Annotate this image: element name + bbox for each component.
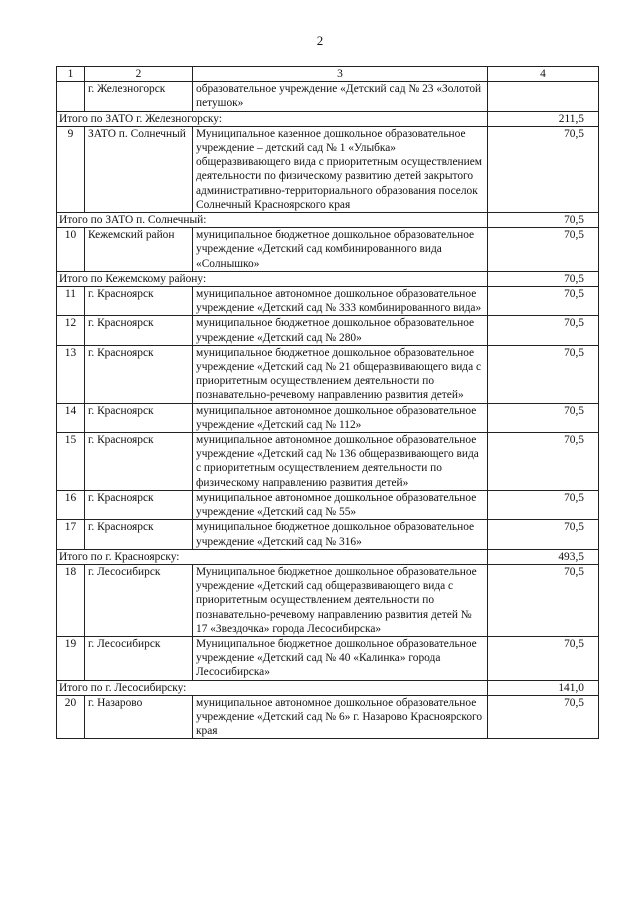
institution-cell: Муниципальное бюджетное дошкольное образовательное учреждение «Детский сад общеразвивающего вида с приоритетным осуществлением деятельности по познавательно-речевому направлению развития детей № 17 «Звездочка» города Лесосибирска» [193,564,488,636]
table-row [57,316,599,345]
header-cell: 4 [488,67,599,82]
row-number: 15 [57,433,85,491]
amount-cell: 70,5 [488,564,599,636]
amount-cell: 70,5 [488,403,599,432]
row-number: 14 [57,403,85,432]
subtotal-label: Итого по ЗАТО п. Солнечный: [57,213,488,228]
district-cell: г. Назарово [85,695,193,739]
row-number: 16 [57,490,85,519]
institution-cell: муниципальное бюджетное дошкольное образовательное учреждение «Детский сад № 21 общеразвивающего вида с приоритетным осуществлением деятельности по познавательно-речевому направлению развития детей» [193,345,488,403]
row-number: 9 [57,126,85,212]
amount-cell: 70,5 [488,126,599,212]
table-row [57,564,599,636]
subtotal-value: 493,5 [488,549,599,564]
institution-cell: муниципальное бюджетное дошкольное образовательное учреждение «Детский сад № 280» [193,316,488,345]
row-number: 13 [57,345,85,403]
subtotal-row [57,111,599,126]
institution-cell: муниципальное автономное дошкольное образовательное учреждение «Детский сад № 55» [193,490,488,519]
subtotal-value: 70,5 [488,271,599,286]
table-row [57,403,599,432]
subtotal-row [57,213,599,228]
table-row [57,287,599,316]
subtotal-label: Итого по г. Красноярску: [57,549,488,564]
subtotal-row [57,680,599,695]
amount-cell: 70,5 [488,490,599,519]
institution-cell: Муниципальное бюджетное дошкольное образовательное учреждение «Детский сад № 40 «Калинка» города Лесосибирска» [193,636,488,680]
header-cell: 2 [85,67,193,82]
row-number: 10 [57,228,85,272]
institution-cell: муниципальное автономное дошкольное образовательное учреждение «Детский сад № 136 общеразвивающего вида с приоритетным осуществлением деятельности по физическому направлению развития детей» [193,433,488,491]
institution-cell: образовательное учреждение «Детский сад № 23 «Золотой петушок» [193,82,488,111]
amount-cell [488,82,599,111]
subtotal-row [57,549,599,564]
institution-cell: муниципальное автономное дошкольное образовательное учреждение «Детский сад № 112» [193,403,488,432]
district-cell: г. Лесосибирск [85,564,193,636]
institution-cell: Муниципальное казенное дошкольное образовательное учреждение – детский сад № 1 «Улыбка» общеразвивающего вида с приоритетным осуществлением деятельности по физическому развитию детей закрытого административно-территориального образования поселок Солнечный Красноярского края [193,126,488,212]
row-number: 12 [57,316,85,345]
district-cell: г. Красноярск [85,490,193,519]
row-number [57,82,85,111]
district-cell: г. Красноярск [85,403,193,432]
district-cell: г. Красноярск [85,287,193,316]
amount-cell: 70,5 [488,520,599,549]
table-row [57,82,599,111]
row-number: 19 [57,636,85,680]
table-row [57,695,599,739]
subtotal-value: 141,0 [488,680,599,695]
amount-cell: 70,5 [488,636,599,680]
subtotal-value: 70,5 [488,213,599,228]
allocation-table [56,66,599,739]
district-cell: г. Лесосибирск [85,636,193,680]
institution-cell: муниципальное бюджетное дошкольное образовательное учреждение «Детский сад № 316» [193,520,488,549]
page-number: 2 [316,33,324,48]
amount-cell: 70,5 [488,287,599,316]
institution-cell: муниципальное автономное дошкольное образовательное учреждение «Детский сад № 333 комбинированного вида» [193,287,488,316]
subtotal-row [57,271,599,286]
row-number: 20 [57,695,85,739]
district-cell: г. Красноярск [85,520,193,549]
amount-cell: 70,5 [488,228,599,272]
row-number: 17 [57,520,85,549]
institution-cell: муниципальное бюджетное дошкольное образовательное учреждение «Детский сад комбинированного вида «Солнышко» [193,228,488,272]
header-row [57,67,599,82]
district-cell: Кежемский район [85,228,193,272]
subtotal-label: Итого по ЗАТО г. Железногорску: [57,111,488,126]
amount-cell: 70,5 [488,433,599,491]
district-cell: ЗАТО п. Солнечный [85,126,193,212]
header-cell: 3 [193,67,488,82]
amount-cell: 70,5 [488,316,599,345]
row-number: 11 [57,287,85,316]
table-row [57,520,599,549]
table-row [57,345,599,403]
district-cell: г. Красноярск [85,345,193,403]
row-number: 18 [57,564,85,636]
table-row [57,228,599,272]
table-row [57,490,599,519]
district-cell: г. Железногорск [85,82,193,111]
subtotal-value: 211,5 [488,111,599,126]
amount-cell: 70,5 [488,345,599,403]
district-cell: г. Красноярск [85,316,193,345]
institution-cell: муниципальное автономное дошкольное образовательное учреждение «Детский сад № 6» г. Назарово Красноярского края [193,695,488,739]
subtotal-label: Итого по г. Лесосибирску: [57,680,488,695]
table-row [57,636,599,680]
table-row [57,126,599,212]
subtotal-label: Итого по Кежемскому району: [57,271,488,286]
district-cell: г. Красноярск [85,433,193,491]
header-cell: 1 [57,67,85,82]
table-row [57,433,599,491]
amount-cell: 70,5 [488,695,599,739]
